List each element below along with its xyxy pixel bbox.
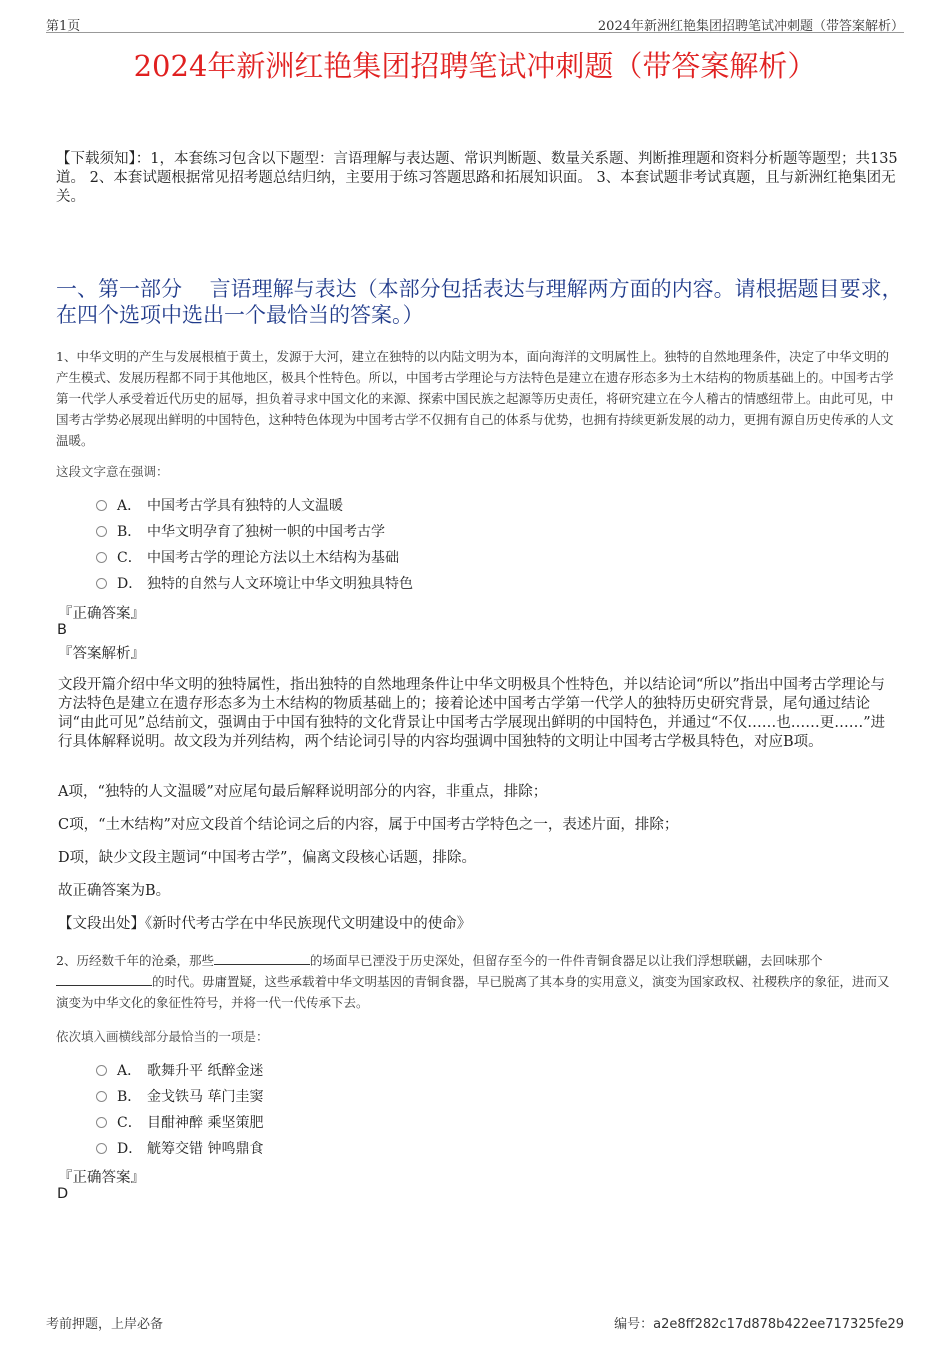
- footer-slogan: 考前押题，上岸必备: [46, 1317, 164, 1332]
- radio-icon[interactable]: [96, 552, 107, 563]
- option-c[interactable]: [96, 1109, 796, 1135]
- question-1-options: [96, 492, 796, 596]
- analysis-conclusion: 故正确答案为B。: [58, 883, 171, 899]
- option-text: 中华文明孕育了独树一帜的中国考古学: [147, 524, 385, 540]
- option-text: 目酣神醉 乘坚策肥: [147, 1115, 264, 1131]
- download-notice: 【下载须知】：1，本套练习包含以下题型：言语理解与表达题、常识判断题、数量关系题、判断推理题和资料分析题等题型；共135道。 2、本套试题根据常见招考题总结归纳，主要用于练习答题思路和拓展知识面。 3、本套试题非考试真题，且与新洲红艳集团无关。: [56, 151, 898, 205]
- option-key: D．: [117, 576, 143, 592]
- section-title: 一、第一部分 言语理解与表达（本部分包括表达与理解两方面的内容。请根据题目要求，在四个选项中选出一个最恰当的答案。）: [56, 277, 903, 328]
- option-d[interactable]: [96, 1135, 796, 1161]
- question-1-prompt: 这段文字意在强调：: [56, 464, 169, 479]
- analysis-label: 『答案解析』: [58, 646, 145, 662]
- option-b[interactable]: [96, 1083, 796, 1109]
- correct-answer-label: 『正确答案』: [58, 606, 145, 622]
- fill-blank[interactable]: [214, 952, 310, 965]
- page-header: [46, 12, 904, 33]
- option-key: B．: [117, 524, 142, 540]
- option-b[interactable]: [96, 518, 796, 544]
- question-2-text: [56, 950, 901, 1013]
- correct-answer: B: [57, 622, 67, 638]
- footer-code-value: a2e8ff282c17d878b422ee717325fe29: [653, 1317, 904, 1332]
- option-key: A．: [117, 1063, 142, 1079]
- analysis-option-c: C项，“土木结构”对应文段首个结论词之后的内容，属于中国考古学特色之一，表述片面，排除；: [58, 817, 679, 833]
- analysis-source: 【文段出处】《新时代考古学在中华民族现代文明建设中的使命》: [58, 916, 472, 932]
- radio-icon[interactable]: [96, 526, 107, 537]
- option-c[interactable]: [96, 544, 796, 570]
- radio-icon[interactable]: [96, 1117, 107, 1128]
- radio-icon[interactable]: [96, 1065, 107, 1076]
- option-a[interactable]: [96, 1057, 796, 1083]
- question-2-text-b: 的场面早已湮没于历史深处，但留存至今的一件件青铜食器足以让我们浮想联翩，去回味那个: [309, 953, 823, 968]
- radio-icon[interactable]: [96, 578, 107, 589]
- option-text: 中国考古学具有独特的人文温暖: [147, 498, 343, 514]
- page-number: 第1页: [46, 19, 81, 34]
- question-2-text-a: 2、历经数千年的沧桑，那些: [56, 953, 214, 968]
- question-1-text: 1、中华文明的产生与发展根植于黄土，发源于大河，建立在独特的以内陆文明为本，面向海洋的文明属性上。独特的自然地理条件，决定了中华文明的产生模式、发展历程都不同于其他地区，极具个性特色。所以，中国考古学理论与方法特色是建立在遗存形态多为土木结构的物质基础上的。中国考古学第一代学人承受着近代历史的屈辱，担负着寻求中国文化的来源、探索中国民族之起源等历史责任，将研究建立在今人稽古的情感纽带上。由此可见，中国考古学势必展现出鲜明的中国特色，这种特色体现为中国考古学不仅拥有自己的体系与优势，也拥有持续更新发展的动力，更拥有源自历史传承的人文温暖。: [56, 349, 894, 448]
- footer-code-label: 编号：: [614, 1317, 654, 1332]
- radio-icon[interactable]: [96, 500, 107, 511]
- option-d[interactable]: [96, 570, 796, 596]
- analysis-option-a: A项，“独特的人文温暖”对应尾句最后解释说明部分的内容，非重点，排除；: [58, 784, 548, 800]
- option-a[interactable]: [96, 492, 796, 518]
- page-title: 2024年新洲红艳集团招聘笔试冲刺题（带答案解析）: [133, 49, 817, 83]
- option-key: C．: [117, 1115, 142, 1131]
- analysis-option-d: D项，缺少文段主题词“中国考古学”，偏离文段核心话题，排除。: [58, 850, 476, 866]
- question-2-options: [96, 1057, 796, 1161]
- option-key: D．: [117, 1141, 143, 1157]
- option-text: 觥筹交错 钟鸣鼎食: [147, 1141, 264, 1157]
- option-key: B．: [117, 1089, 142, 1105]
- option-text: 独特的自然与人文环境让中华文明独具特色: [147, 576, 413, 592]
- footer-code: [614, 1313, 904, 1332]
- fill-blank[interactable]: [56, 973, 152, 986]
- option-text: 中国考古学的理论方法以土木结构为基础: [147, 550, 399, 566]
- option-key: A．: [117, 498, 142, 514]
- option-key: C．: [117, 550, 142, 566]
- analysis-paragraph: 文段开篇介绍中华文明的独特属性，指出独特的自然地理条件让中华文明极具个性特色，并以结论词“所以”指出中国考古学理论与方法特色是建立在遗存形态多为土木结构的物质基础上的；接着论述中国考古学第一代学人的独特历史研究背景，尾句通过结论词“由此可见”总结前文，强调由于中国有独特的文化背景让中国考古学展现出鲜明的中国特色，并通过“不仅……也……更……”进行具体解释说明。故文段为并列结构，两个结论词引导的内容均强调中国独特的文明让中国考古学极具特色，对应B项。: [58, 677, 886, 750]
- option-text: 歌舞升平 纸醉金迷: [147, 1063, 264, 1079]
- question-2-prompt: 依次填入画横线部分最恰当的一项是：: [56, 1029, 269, 1044]
- correct-answer-label: 『正确答案』: [58, 1170, 145, 1186]
- radio-icon[interactable]: [96, 1143, 107, 1154]
- question-2-text-c: 的时代。毋庸置疑，这些承载着中华文明基因的青铜食器，早已脱离了其本身的实用意义，演变为国家政权、社稷秩序的象征，进而又演变为中华文化的象征性符号，并将一代一代传承下去。: [56, 974, 890, 1010]
- radio-icon[interactable]: [96, 1091, 107, 1102]
- option-text: 金戈铁马 荜门圭窦: [147, 1089, 264, 1105]
- header-doc-title: 2024年新洲红艳集团招聘笔试冲刺题（带答案解析）: [597, 19, 904, 34]
- correct-answer: D: [57, 1186, 69, 1202]
